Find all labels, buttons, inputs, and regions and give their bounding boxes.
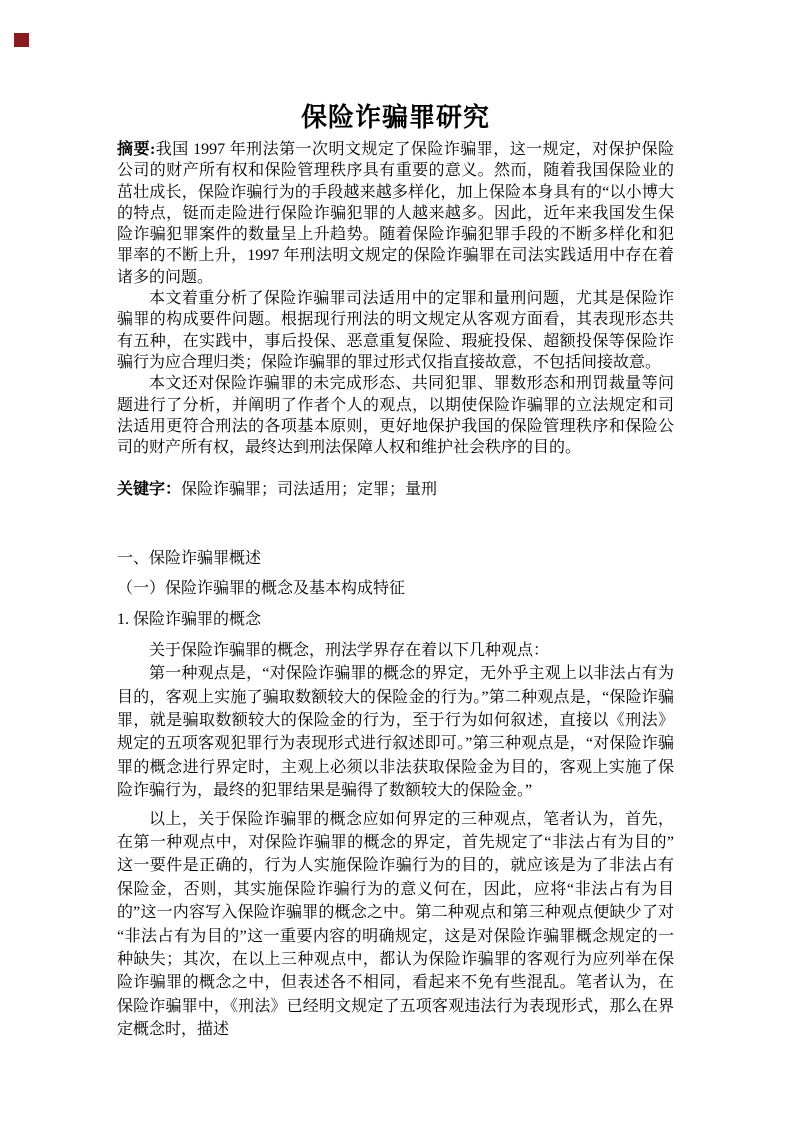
abstract-label: 摘要: [117, 141, 156, 158]
abstract-paragraph-1 [117, 139, 674, 288]
keywords-text: 保险诈骗罪；司法适用；定罪；量刑 [181, 481, 438, 499]
heading-point-1-1-1: 1. 保险诈骗罪的概念 [117, 610, 262, 628]
heading-section-1: 一、保险诈骗罪概述 [117, 549, 262, 567]
corner-mark [14, 33, 29, 47]
keywords-line [117, 479, 674, 500]
abstract-paragraph-2: 本文着重分析了保险诈骗罪司法适用中的定罪和量刑问题，尤其是保险诈骗罪的构成要件问题。根据现行刑法的明文规定从客观方面看，其表现形态共有五种，在实践中，事后投保、恶意重复保险、瑕疵投保、超额投保等保险诈骗行为应合理归类；保险诈骗罪的罪过形式仅指直接故意，不包括间接故意。 [117, 290, 674, 371]
abstract-paragraph-3: 本文还对保险诈骗罪的未完成形态、共同犯罪、罪数形态和刑罚裁量等问题进行了分析，并阐明了作者个人的观点，以期使保险诈骗罪的立法规定和司法适用更符合刑法的各项基本原则，更好地保护我国的保险管理秩序和保险公司的财产所有权，最终达到刑法保障人权和维护社会秩序的目的。 [117, 375, 674, 457]
document-content [117, 97, 674, 1042]
body-paragraph-1: 第一种观点是，“对保险诈骗罪的概念的界定，无外乎主观上以非法占有为目的，客观上实施了骗取数额较大的保险金的行为。”第二种观点是，“保险诈骗罪，就是骗取数额较大的保险金的行为，至于行为如何叙述，直接以《刑法》规定的五项客观犯罪行为表现形式进行叙述即可。”第三种观点是，“对保险诈骗罪的概念进行界定时，主观上必须以非法获取保险金为目的，客观上实施了保险诈骗行为，最终的犯罪结果是骗得了数额较大的保险金。” [117, 665, 674, 800]
heading-subsection-1-1: （一）保险诈骗罪的概念及基本构成特征 [117, 579, 406, 597]
body-lead-line: 关于保险诈骗罪的概念，刑法学界存在着以下几种观点： [149, 641, 550, 659]
body-paragraph-2: 以上，关于保险诈骗罪的概念应如何界定的三种观点，笔者认为，首先，在第一种观点中，对保险诈骗罪的概念的界定，首先规定了“非法占有为目的”这一要件是正确的，行为人实施保险诈骗行为的目的，就应该是为了非法占有保险金，否则，其实施保险诈骗行为的意义何在，因此，应将“非法占有为目的”这一内容写入保险诈骗罪的概念之中。第二种观点和第三种观点便缺少了对“非法占有为目的”这一重要内容的明确规定，这是对保险诈骗罪概念规定的一种缺失；其次，在以上三种观点中，都认为保险诈骗罪的客观行为应列举在保险诈骗罪的概念之中，但表述各不相同，看起来不免有些混乱。笔者认为，在保险诈骗罪中，《刑法》已经明文规定了五项客观违法行为表现形式，那么在界定概念时，描述 [117, 810, 674, 1039]
keywords-label: 关键字： [117, 481, 182, 499]
abstract-text-1: 我国 1997 年刑法第一次明文规定了保险诈骗罪，这一规定，对保护保险公司的财产所有权和保险管理秩序具有重要的意义。然而，随着我国保险业的茁壮成长，保险诈骗行为的手段越来越多样化，加上保险本身具有的“以小博大的特点，铤而走险进行保险诈骗犯罪的人越来越多。因此，近年来我国发生保险诈骗犯罪案件的数量呈上升趋势。随着保险诈骗犯罪手段的不断多样化和犯罪率的不断上升，1997 年刑法明文规定的保险诈骗罪在司法实践适用中存在着诸多的问题。 [117, 141, 674, 286]
document-title: 保险诈骗罪研究 [300, 103, 490, 132]
